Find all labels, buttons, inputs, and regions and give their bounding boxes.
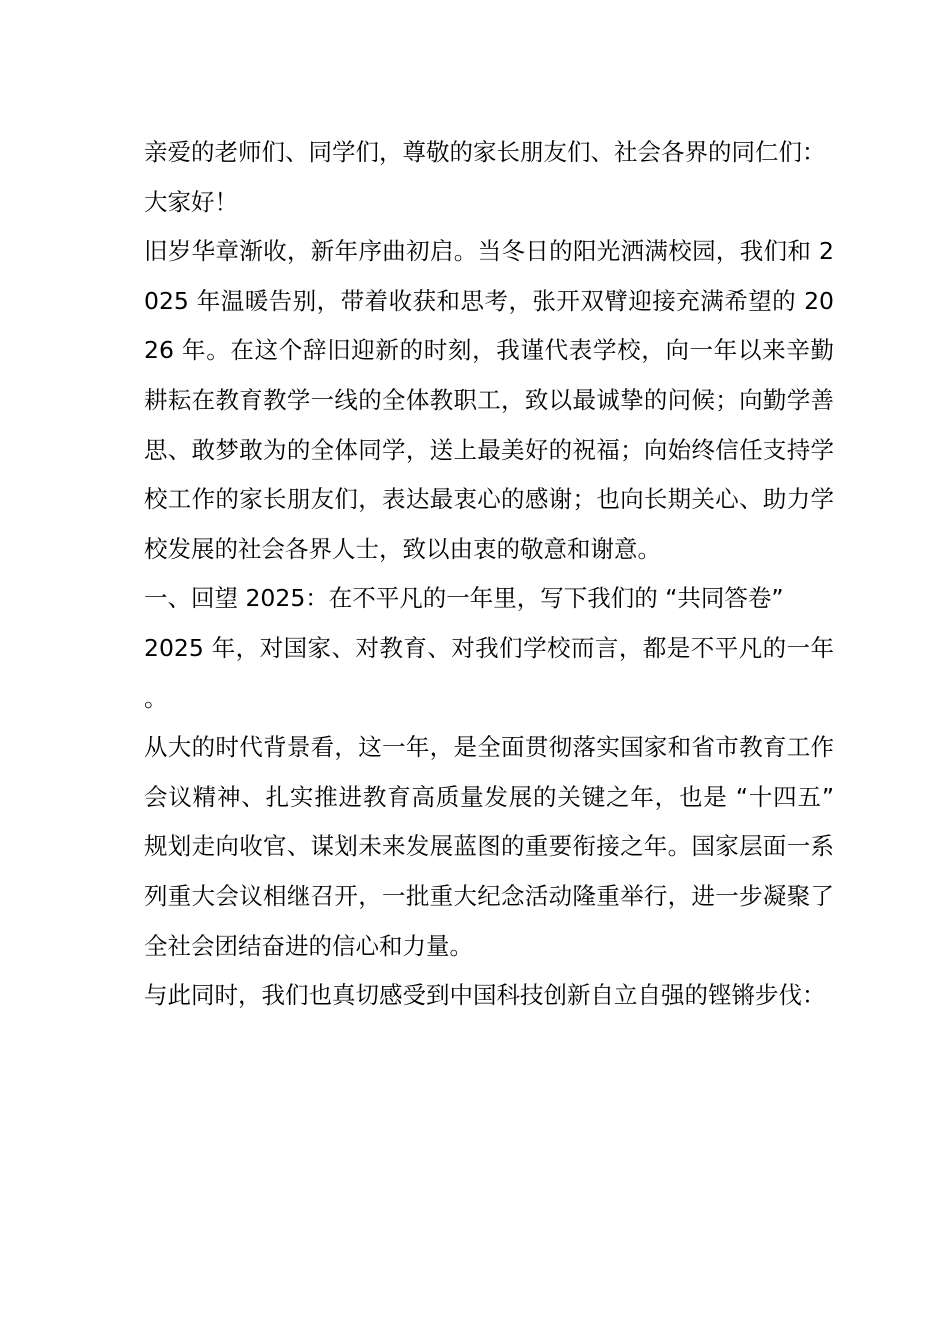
document-body [144,128,834,1021]
greeting-hello: 大家好！ [144,187,238,216]
opening-paragraph: 旧岁华章渐收，新年序曲初启。当冬日的阳光洒满校园，我们和 2025 年温暖告别，带着收获和思考，张开双臂迎接充满希望的 2026 年。在这个辞旧迎新的时刻，我谨代表学校，向一年以来辛勤耕耘在教育教学一线的全体教职工，致以最诚挚的问候；向勤学善思、敢梦敢为的全体同学，送上最美好的祝福；向始终信任支持学校工作的家长朋友们，表达最衷心的感谢；也向长期关心、助力学校发展的社会各界人士，致以由衷的敬意和谢意。 [144,237,834,563]
greeting-salutation: 亲爱的老师们、同学们，尊敬的家长朋友们、社会各界的同仁们： [144,138,826,166]
paragraph-era-background: 从大的时代背景看，这一年，是全面贯彻落实国家和省市教育工作会议精神、扎实推进教育高质量发展的关键之年，也是 “十四五” 规划走向收官、谋划未来发展蓝图的重要衔接之年。国家层面一系列重大会议相继召开，一批重大纪念活动隆重举行，进一步凝聚了全社会团结奋进的信心和力量。 [144,733,834,960]
paragraph-2025-summary: 2025 年，对国家、对教育、对我们学校而言，都是不平凡的一年。 [144,633,834,712]
paragraph-tech-innovation: 与此同时，我们也真切感受到中国科技创新自立自强的铿锵步伐： [144,981,826,1010]
section-heading-review-2025: 一、回望 2025：在不平凡的一年里，写下我们的 “共同答卷” [144,584,784,613]
